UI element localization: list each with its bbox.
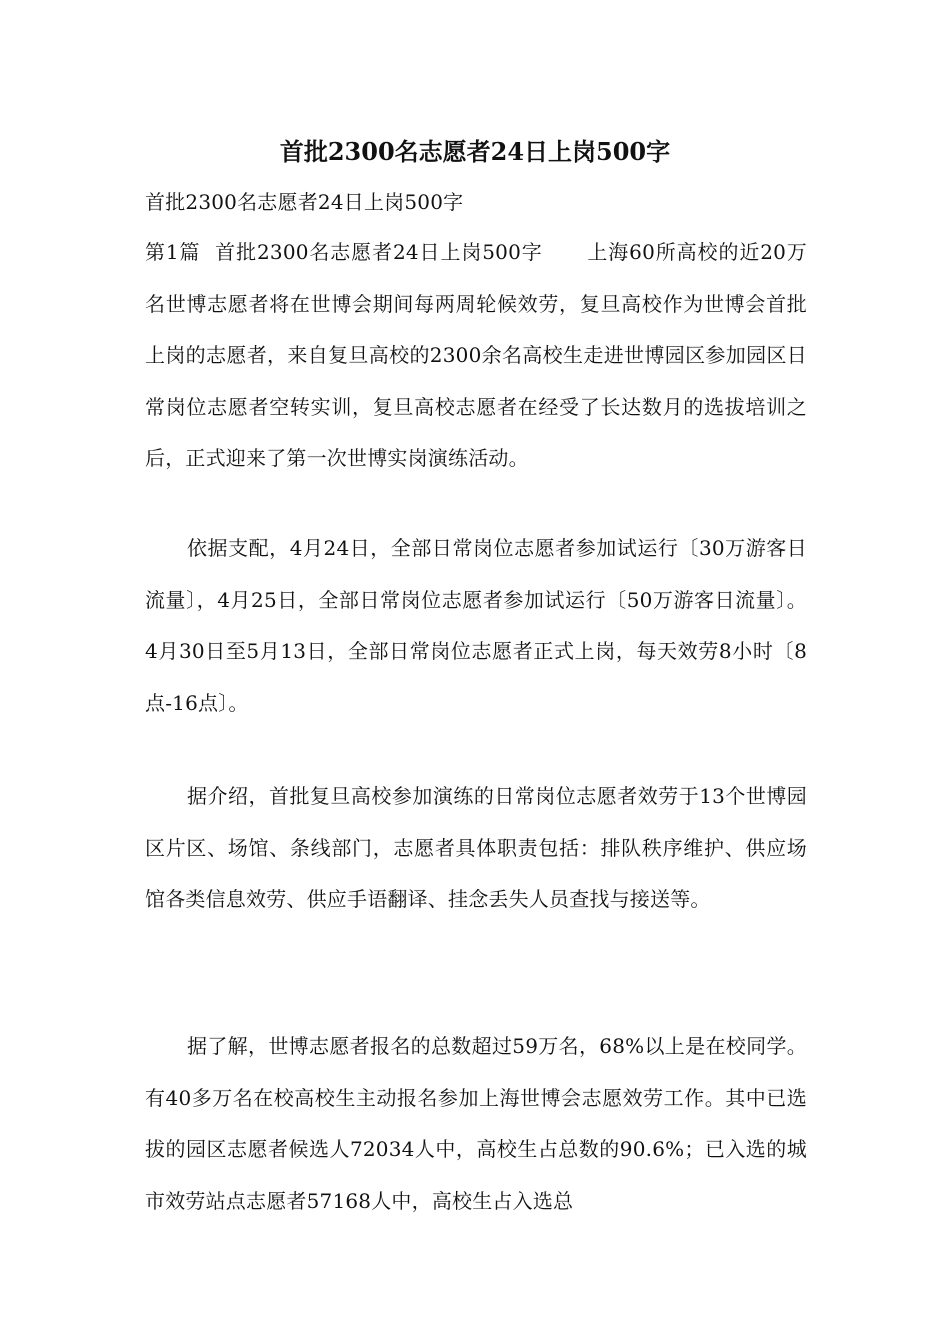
paragraph-2: 依据支配，4月24日，全部日常岗位志愿者参加试运行〔30万游客日流量〕，4月25日，全部日常岗位志愿者参加试运行〔50万游客日流量〕。4月30日至5月13日，全部日常岗位志愿者正式上岗，每天效劳8小时〔8点-16点〕。 — [145, 536, 807, 715]
paragraph-1: 上海60所高校的近20万名世博志愿者将在世博会期间每两周轮候效劳，复旦高校作为世博会首批上岗的志愿者，来自复旦高校的2300余名高校生走进世博园区参加园区日常岗位志愿者空转实训，复旦高校志愿者在经受了长达数月的选拔培训之后，正式迎来了第一次世博实岗演练活动。 — [145, 240, 808, 470]
document-subtitle: 首批2300名志愿者24日上岗500字 — [145, 190, 464, 214]
first-paragraph — [145, 227, 807, 485]
paragraph-3: 据介绍，首批复旦高校参加演练的日常岗位志愿者效劳于13个世博园区片区、场馆、条线部门，志愿者具体职责包括：排队秩序维护、供应场馆各类信息效劳、供应手语翻译、挂念丢失人员查找与接送等。 — [145, 784, 807, 911]
paragraph-4: 据了解，世博志愿者报名的总数超过59万名，68%以上是在校同学。有40多万名在校高校生主动报名参加上海世博会志愿效劳工作。其中已选拔的园区志愿者候选人72034人中，高校生占总数的90.6%；已入选的城市效劳站点志愿者57168人中，高校生占入选总 — [145, 1034, 807, 1213]
chapter-title: 首批2300名志愿者24日上岗500字 — [214, 240, 543, 264]
chapter-label: 第1篇 — [145, 240, 201, 264]
document-title: 首批2300名志愿者24日上岗500字 — [279, 137, 671, 166]
